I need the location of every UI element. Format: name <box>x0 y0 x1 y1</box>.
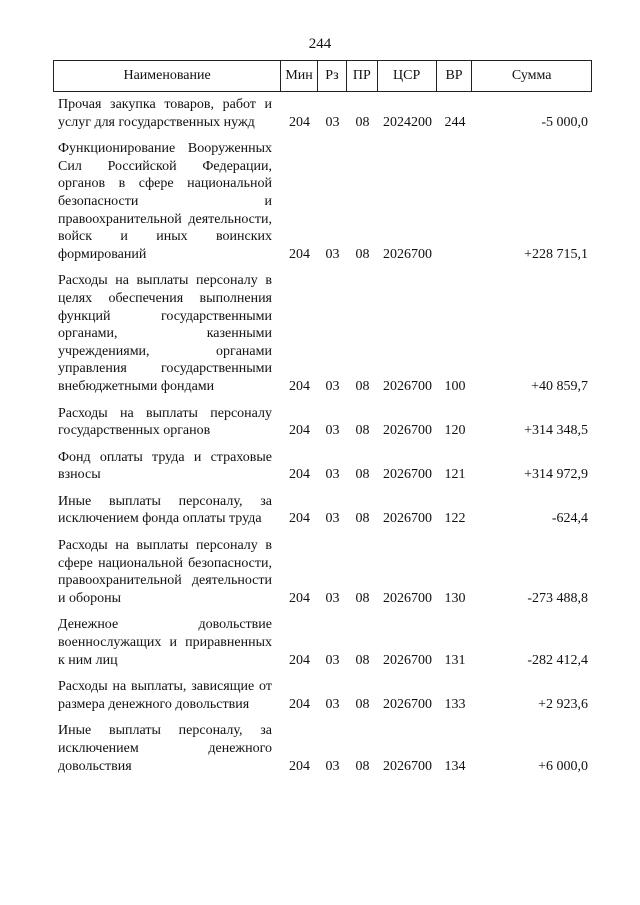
row-vr: 131 <box>444 652 466 668</box>
row-sum: -273 488,8 <box>527 590 588 606</box>
row-min: 204 <box>289 246 310 262</box>
row-csr: 2026700 <box>383 378 432 394</box>
row-sum: +314 972,9 <box>524 467 588 483</box>
row-name: Прочая закупка товаров, работ и услуг для государственных нужд <box>58 97 272 130</box>
row-pr: 08 <box>355 378 370 394</box>
row-vr: 134 <box>444 758 466 774</box>
row-pr: 08 <box>355 696 370 712</box>
row-min: 204 <box>289 652 310 668</box>
row-pr: 08 <box>355 590 370 606</box>
row-min: 204 <box>289 511 310 527</box>
table-body <box>53 92 592 775</box>
row-min: 204 <box>289 696 310 712</box>
row-rz: 03 <box>325 423 340 439</box>
row-min: 204 <box>289 758 310 774</box>
column-header-min: Мин <box>281 61 318 91</box>
row-rz: 03 <box>325 114 340 130</box>
row-rz: 03 <box>325 758 340 774</box>
table-row <box>53 272 592 395</box>
row-vr: 130 <box>444 590 466 606</box>
row-rz: 03 <box>325 467 340 483</box>
row-csr: 2026700 <box>383 652 432 668</box>
row-name: Иные выплаты персоналу, за исключением фонда оплаты труда <box>58 493 272 527</box>
row-csr: 2026700 <box>383 467 432 483</box>
column-header-rz: Рз <box>318 61 347 91</box>
table-row <box>53 616 592 669</box>
row-vr <box>437 140 473 263</box>
row-csr: 2024200 <box>383 114 432 130</box>
row-sum: +40 859,7 <box>531 378 588 394</box>
row-rz: 03 <box>325 696 340 712</box>
row-vr: 120 <box>444 423 466 439</box>
row-rz: 03 <box>325 590 340 606</box>
column-header-name: Наименование <box>54 61 281 91</box>
row-sum: +314 348,5 <box>524 423 588 439</box>
row-vr: 100 <box>444 378 466 394</box>
row-rz: 03 <box>325 246 340 262</box>
row-min: 204 <box>289 423 310 439</box>
row-name: Расходы на выплаты персоналу государственных органов <box>58 405 272 439</box>
row-sum: -282 412,4 <box>527 652 588 668</box>
table-row <box>53 537 592 607</box>
row-pr: 08 <box>355 758 370 774</box>
column-header-csr: ЦСР <box>378 61 437 91</box>
row-pr: 08 <box>355 114 370 130</box>
row-sum: -5 000,0 <box>541 114 588 130</box>
column-header-pr: ПР <box>347 61 378 91</box>
table-row <box>53 405 592 440</box>
row-name: Расходы на выплаты, зависящие от размера денежного довольствия <box>58 679 272 712</box>
row-pr: 08 <box>355 246 370 262</box>
page-number: 244 <box>308 36 332 52</box>
row-vr: 121 <box>444 467 466 483</box>
table-row <box>53 678 592 713</box>
table-row <box>53 493 592 528</box>
row-min: 204 <box>289 467 310 483</box>
row-name: Расходы на выплаты персоналу в сфере национальной безопасности, правоохранительной деятельности и обороны <box>58 538 272 606</box>
row-csr: 2026700 <box>383 696 432 712</box>
row-csr: 2026700 <box>383 758 432 774</box>
row-name: Денежное довольствие военнослужащих и приравненных к ним лиц <box>58 617 272 668</box>
row-name: Иные выплаты персоналу, за исключением денежного довольствия <box>58 723 272 774</box>
row-min: 204 <box>289 590 310 606</box>
row-pr: 08 <box>355 467 370 483</box>
row-csr: 2026700 <box>383 246 432 262</box>
row-csr: 2026700 <box>383 511 432 527</box>
table-row <box>53 96 592 131</box>
row-name: Расходы на выплаты персоналу в целях обеспечения выполнения функций государственными органами, казенными учреждениями, органами управления государственными внебюджетными фондами <box>58 273 272 394</box>
table-row <box>53 140 592 263</box>
row-rz: 03 <box>325 511 340 527</box>
table-header <box>53 60 592 92</box>
row-min: 204 <box>289 378 310 394</box>
row-sum: +6 000,0 <box>538 758 588 774</box>
row-vr: 122 <box>444 511 466 527</box>
row-sum: -624,4 <box>551 511 588 527</box>
row-name: Функционирование Вооруженных Сил Российской Федерации, органов в сфере национальной безопасности и правоохранительной деятельности, войск и иных воинских формирований <box>58 141 272 262</box>
row-csr: 2026700 <box>383 590 432 606</box>
row-pr: 08 <box>355 423 370 439</box>
row-vr: 244 <box>444 114 466 130</box>
row-pr: 08 <box>355 511 370 527</box>
row-csr: 2026700 <box>383 423 432 439</box>
row-name: Фонд оплаты труда и страховые взносы <box>58 449 272 483</box>
column-header-sum: Сумма <box>511 68 552 83</box>
row-sum: +228 715,1 <box>524 246 588 262</box>
table-row <box>53 722 592 775</box>
column-header-vr: ВР <box>437 61 473 91</box>
row-vr: 133 <box>444 696 466 712</box>
row-pr: 08 <box>355 652 370 668</box>
row-rz: 03 <box>325 652 340 668</box>
row-sum: +2 923,6 <box>538 696 588 712</box>
table-row <box>53 449 592 484</box>
row-rz: 03 <box>325 378 340 394</box>
row-min: 204 <box>289 114 310 130</box>
